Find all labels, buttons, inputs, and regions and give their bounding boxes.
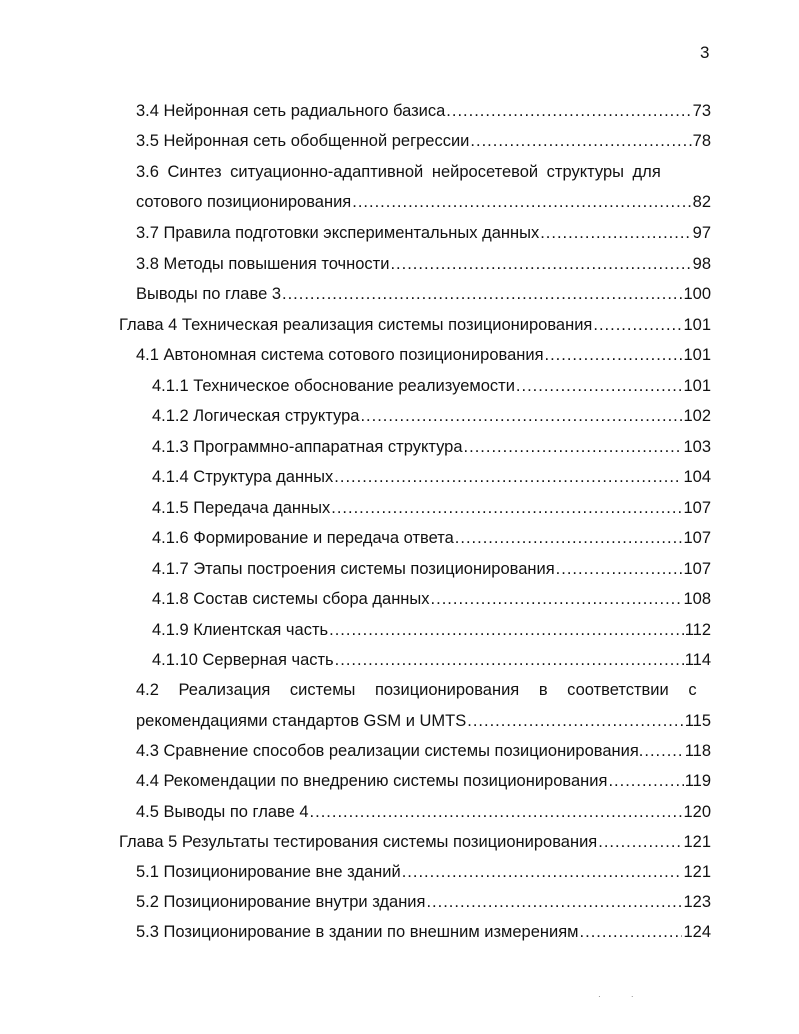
toc-leader <box>331 496 682 520</box>
toc-entry-title: 4.3 Сравнение способов реализации системы позиционирования. <box>136 742 644 760</box>
toc-leader <box>455 526 683 550</box>
toc-entry-title: 4.1 Автономная система сотового позиционирования <box>136 346 544 364</box>
toc-entry-page: 98 <box>692 255 711 273</box>
toc-entry <box>152 526 711 550</box>
toc-entry-title: 3.5 Нейронная сеть обобщенной регрессии <box>136 132 470 150</box>
toc-entry <box>119 830 711 854</box>
toc-leader <box>352 190 691 214</box>
toc-entry-page: 107 <box>683 499 711 517</box>
toc-entry <box>136 920 711 944</box>
toc-entry-multiline-first <box>136 678 711 702</box>
toc-entry <box>136 709 711 733</box>
toc-entry-title: 3.8 Методы повышения точности <box>136 255 390 273</box>
toc-entry <box>136 890 711 914</box>
toc-entry <box>136 99 711 123</box>
toc-entry-title: рекомендациями стандартов GSM и UMTS <box>136 712 467 730</box>
toc-entry-page: 73 <box>692 102 711 120</box>
toc-entry-page: 114 <box>684 651 711 669</box>
toc-entry-title: 4.1.4 Структура данных <box>152 468 334 486</box>
toc-entry <box>152 465 711 489</box>
toc-leader <box>467 709 683 733</box>
toc-entry-page: 97 <box>692 224 711 242</box>
scan-artifact: · · <box>598 992 648 1001</box>
toc-entry <box>136 769 711 793</box>
toc-entry-page: 101 <box>683 377 711 395</box>
toc-entry-page: 107 <box>683 529 711 547</box>
toc-entry-page: 107 <box>683 560 711 578</box>
toc-entry-title: Глава 5 Результаты тестирования системы позиционирования <box>119 833 598 851</box>
toc-entry-title: сотового позиционирования <box>136 193 352 211</box>
toc-entry-title: Глава 4 Техническая реализация системы позиционирования <box>119 316 593 334</box>
toc-leader <box>516 374 683 398</box>
toc-entry <box>136 282 711 306</box>
toc-entry <box>136 860 711 884</box>
toc-entry-title: 4.1.5 Передача данных <box>152 499 331 517</box>
toc-entry-title: 5.1 Позиционирование вне зданий <box>136 863 401 881</box>
toc-entry-page: 120 <box>683 803 711 821</box>
toc-entry-page: 121 <box>683 833 711 851</box>
toc-entry-title: 4.1.2 Логическая структура <box>152 407 360 425</box>
toc-entry-title: 4.1.9 Клиентская часть <box>152 621 329 639</box>
toc-entry <box>136 739 711 763</box>
toc-entry-title: 3.6 Синтез ситуационно-адаптивной нейросетевой структуры для <box>136 163 661 181</box>
toc-entry <box>152 435 711 459</box>
toc-entry-page: 82 <box>692 193 711 211</box>
toc-entry <box>136 252 711 276</box>
toc-entry-page: 119 <box>684 772 711 790</box>
toc-leader <box>593 313 682 337</box>
toc-entry-title: 4.5 Выводы по главе 4 <box>136 803 309 821</box>
toc-leader <box>335 648 684 672</box>
toc-entry-page: 124 <box>683 923 711 941</box>
toc-entry-page: 118 <box>684 742 711 760</box>
toc-entry-page: 104 <box>683 468 711 486</box>
toc-entry <box>136 343 711 367</box>
toc-entry-page: 108 <box>683 590 711 608</box>
toc-leader <box>464 435 683 459</box>
toc-entry <box>152 404 711 428</box>
toc-entry-page: 112 <box>684 621 711 639</box>
toc-entry-page: 103 <box>683 438 711 456</box>
toc-entry <box>152 374 711 398</box>
toc-leader <box>545 343 683 367</box>
toc-entry-page: 101 <box>683 346 711 364</box>
toc-entry <box>136 221 711 245</box>
toc-leader <box>598 830 682 854</box>
toc-leader <box>390 252 691 276</box>
toc-leader <box>282 282 682 306</box>
toc-entry <box>136 129 711 153</box>
toc-entry-title: 5.2 Позиционирование внутри здания <box>136 893 426 911</box>
toc-entry <box>136 800 711 824</box>
toc-leader <box>334 465 682 489</box>
toc-entry-title: 3.7 Правила подготовки экспериментальных данных <box>136 224 540 242</box>
toc-entry-title: 4.1.1 Техническое обоснование реализуемости <box>152 377 515 395</box>
toc-entry-title: 4.2 Реализация системы позиционирования в соответствии с <box>136 681 697 699</box>
toc-entry-title: 3.4 Нейронная сеть радиального базиса <box>136 102 446 120</box>
toc-leader <box>402 860 683 884</box>
toc-entry-page: 115 <box>684 712 711 730</box>
toc-entry-page: 78 <box>692 132 711 150</box>
toc-leader <box>431 587 683 611</box>
toc-leader <box>426 890 682 914</box>
toc-leader <box>644 739 683 763</box>
toc-entry-title: 4.1.7 Этапы построения системы позиционирования <box>152 560 555 578</box>
toc-entry-page: 123 <box>683 893 711 911</box>
toc-entry-title: 4.1.6 Формирование и передача ответа <box>152 529 454 547</box>
page-number: 3 <box>700 43 710 62</box>
toc-entry-page: 100 <box>683 285 711 303</box>
toc-leader <box>329 618 684 642</box>
toc-entry-title: 4.1.10 Серверная часть <box>152 651 334 669</box>
toc-entry-title: 4.1.8 Состав системы сбора данных <box>152 590 430 608</box>
toc-leader <box>310 800 683 824</box>
toc-entry <box>152 587 711 611</box>
toc-leader <box>540 221 691 245</box>
toc-leader <box>580 920 683 944</box>
toc-entry <box>152 648 711 672</box>
toc-entry-title: Выводы по главе 3 <box>136 285 282 303</box>
toc-entry-page: 102 <box>683 407 711 425</box>
toc-leader <box>470 129 691 153</box>
toc-entry-title: 5.3 Позиционирование в здании по внешним измерениям <box>136 923 579 941</box>
toc-entry <box>152 496 711 520</box>
toc-entry-title: 4.4 Рекомендации по внедрению системы позиционирования <box>136 772 608 790</box>
toc-entry <box>152 557 711 581</box>
toc-entry-page: 121 <box>683 863 711 881</box>
toc-entry-title: 4.1.3 Программно-аппаратная структура <box>152 438 463 456</box>
toc-entry <box>119 313 711 337</box>
toc-entry-multiline-first <box>136 160 711 184</box>
toc-leader <box>446 99 691 123</box>
toc-entry-page: 101 <box>683 316 711 334</box>
toc-leader <box>608 769 683 793</box>
toc-entry <box>136 190 711 214</box>
toc-leader <box>556 557 683 581</box>
toc-entry <box>152 618 711 642</box>
toc-leader <box>360 404 682 428</box>
